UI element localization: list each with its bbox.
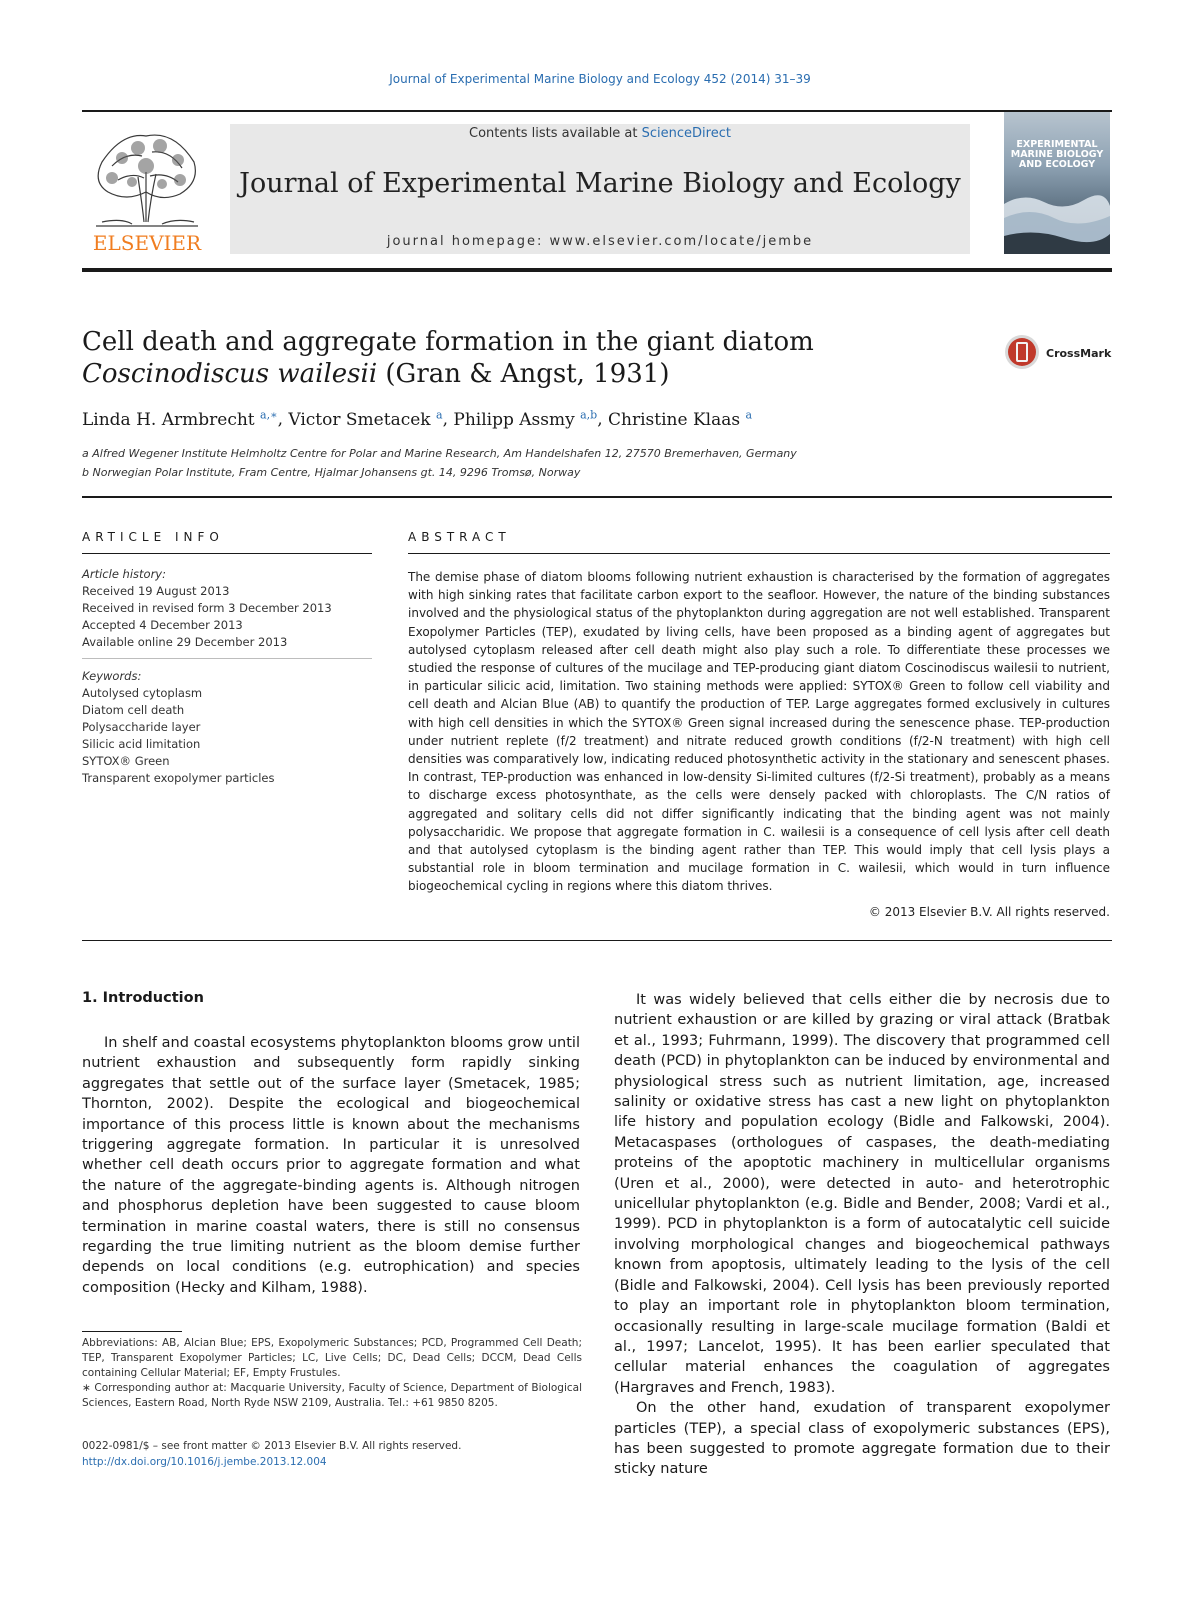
keywords [82,668,372,787]
article-info-rule [82,553,372,554]
affiliation-b: b Norwegian Polar Institute, Fram Centre, Hjalmar Johansens gt. 14, 9296 Tromsø, Norway [82,466,581,479]
title-line-2 [82,358,962,390]
intro-right-column [614,990,1110,1480]
running-head[interactable]: Journal of Experimental Marine Biology and Ecology 452 (2014) 31–39 [389,72,811,86]
affiliation-a: a Alfred Wegener Institute Helmholtz Centre for Polar and Marine Research, Am Handelshafen 12, 27570 Bremerhaven, Germany [82,447,797,460]
author[interactable]: Victor Smetacek $^a$ [288,408,443,430]
intro-right-paragraph-2: On the other hand, exudation of transparent exopolymer particles (TEP), a special class of exopolymeric substances (EPS), has been suggested to promote aggregate formation due to their sticky nature [614,1400,1110,1478]
corresponding-author-footnote: ∗ Corresponding author at: Macquarie University, Faculty of Science, Department of Biological Sciences, Eastern Road, North Ryde NSW 2109, Australia. Tel.: +61 9850 8205. [82,1382,582,1409]
history-item: Accepted 4 December 2013 [82,618,243,632]
crossmark-label: CrossMark [1046,347,1112,360]
abstract-body: The demise phase of diatom blooms following nutrient exhaustion is characterised by the formation of aggregates with high sinking rates that facilitate carbon export to the seafloor. However, the nature of the binding substances involved and the physiological status of the phytoplankton during aggregation are not well established. Transparent Exopolymer Particles (TEP), exudated by living cells, have been proposed as a binding agent of aggregates but autolysed cytoplasm released after cell death might also play such a role. To differentiate these processes we studied the response of cultures of the mucilage and TEP-producing giant diatom Coscinodiscus wailesii to nutrient, in particular silicic acid, limitation. Two staining methods were applied: SYTOX® Green to follow cell viability and cell death and Alcian Blue (AB) to quantify the production of TEP. Large aggregates formed exclusively in cultures with high cell densities in which the SYTOX® Green signal increased during the senescence phase. TEP-production under nutrient replete (f/2 treatment) and nitrate reduced growth conditions (f/2-N treatment) with high cell densities was comparatively low, indicating reduced photosynthetic activity in the stationary and senescent phases. In contrast, TEP-production was enhanced in low-density Si-limited cultures (f/2-Si treatment), probably as a means to discharge excess photosynthate, as the cells were densely packed with chloroplasts. The C/N ratios of aggregated and solitary cells did not differ significantly indicating that the binding agent was not mainly polysaccharidic. We propose that aggregate formation in C. wailesii is a consequence of cell lysis after cell death and that autolysed cytoplasm is the binding agent rather than TEP. This would imply that cell lysis plays a substantial role in bloom termination and mucilage formation in C. wailesii, which would in turn influence biogeochemical cycling in regions where this diatom thrives. [408,570,1110,894]
intro-right-paragraph-1: It was widely believed that cells either die by necrosis due to nutrient exhaustion or are killed by grazing or viral attack (Bratbak et al., 1993; Fuhrmann, 1999). The discovery that programmed cell death (PCD) in phytoplankton can be induced by environmental and physiological stress such as nutrient limitation, age, increased salinity or oxidative stress has cast a new light on phytoplankton life history and population ecology (Bidle and Falkowski, 2004). Metacaspases (orthologues of caspases, the death-mediating proteins of the apoptotic machinery in multicellular organisms (Uren et al., 2000), were detected in auto- and heterotrophic unicellular phytoplankton (e.g. Bidle and Bender, 2008; Vardi et al., 1999). PCD in phytoplankton is a form of autocatalytic cell suicide involving morphological changes and biogeochemical pathways known from apoptosis, ultimately leading to the lysis of the cell (Bidle and Falkowski, 2004). Cell lysis has been previously reported to play an important role in phytoplankton bloom termination, occasionally resulting in large-scale mucilage formation (Baldi et al., 1997; Lancelot, 1995). It has been earlier speculated that cellular material enhances the coagulation of aggregates (Hargraves and French, 1983). [614,992,1110,1396]
abstract-rule [408,553,1110,554]
authors-bottom-rule [82,496,1112,498]
keyword: Polysaccharide layer [82,720,201,734]
keyword: Transparent exopolymer particles [82,771,275,785]
keyword: Autolysed cytoplasm [82,686,203,700]
cover-title: EXPERIMENTAL MARINE BIOLOGY AND ECOLOGY [1010,139,1104,170]
author[interactable]: Christine Klaas $^a$ [608,408,753,430]
journal-homepage-link[interactable]: journal homepage: www.elsevier.com/locate/jembe [386,234,814,249]
section-heading-introduction: 1. Introduction [82,990,204,1006]
history-item: Received in revised form 3 December 2013 [82,601,332,615]
footnotes [82,1336,582,1411]
keyword: SYTOX® Green [82,754,170,768]
intro-left-paragraph: In shelf and coastal ecosystems phytoplankton blooms grow until nutrient exhaustion and subsequently form rapidly sinking aggregates that settle out of the surface layer (Smetacek, 1985; Thornton, 2002). Despite the ecological and biogeochemical importance of this process little is known about the mechanisms triggering aggregate formation. In particular it is unresolved whether cell death occurs prior to aggregate formation and what the nature of the aggregate-binding agents is. Although nitrogen and phosphorus depletion have been suggested to cause bloom termination in marine coastal waters, there is still no consensus regarding the true limiting nutrient as the bloom demise further depends on local conditions (e.g. eutrophication) and species composition (Hecky and Kilham, 1988). [82,1035,580,1296]
author-list: Linda H. Armbrecht $^{a,∗}$, Victor Smetacek $^a$, Philipp Assmy $^{a,b}$, Christine Klaas $^a$ [82,408,753,430]
crossmark-icon [1004,334,1044,374]
article-history [82,566,372,651]
article-title [82,326,962,390]
contents-prefix: Contents lists available at [469,126,642,141]
author[interactable]: Linda H. Armbrecht $^{a,∗}$ [82,408,278,430]
cover-waves-illustration [1004,184,1110,254]
title-authority: (Gran & Angst, 1931) [377,359,670,389]
title-line-1: Cell death and aggregate formation in the giant diatom [82,327,814,357]
contents-line [230,126,970,141]
abstract-bottom-rule [82,940,1112,941]
journal-cover-image[interactable] [1004,112,1110,254]
history-label: Article history: [82,567,166,581]
journal-title: Journal of Experimental Marine Biology and Ecology [239,168,961,199]
footnote-rule [82,1331,182,1332]
keywords-divider [82,658,372,659]
history-item: Received 19 August 2013 [82,584,230,598]
abstract-copyright: © 2013 Elsevier B.V. All rights reserved. [868,905,1110,919]
publisher-wordmark: ELSEVIER [92,231,202,254]
doi-link[interactable]: http://dx.doi.org/10.1016/j.jembe.2013.12.004 [82,1456,327,1468]
sciencedirect-link[interactable]: ScienceDirect [641,126,731,141]
keywords-label: Keywords: [82,669,142,683]
elsevier-logo [82,122,212,254]
masthead-bottom-rule [82,268,1112,272]
issn-line: 0022-0981/$ – see front matter © 2013 Elsevier B.V. All rights reserved. [82,1440,462,1452]
author[interactable]: Philipp Assmy $^{a,b}$ [453,408,598,430]
keyword: Silicic acid limitation [82,737,201,751]
history-item: Available online 29 December 2013 [82,635,288,649]
crossmark-badge[interactable] [1004,334,1122,374]
article-info-heading: ARTICLE INFO [82,530,224,544]
journal-masthead [230,124,970,254]
header-top-rule [82,110,1112,112]
abbreviations-footnote: Abbreviations: AB, Alcian Blue; EPS, Exopolymeric Substances; PCD, Programmed Cell Death; TEP, Transparent Exopolymer Particles; LC, Live Cells; DC, Dead Cells; DCCM, Dead Cells containing Cellular Material; EF, Empty Frustules. [82,1337,582,1379]
abstract-heading: ABSTRACT [408,530,511,544]
species-name: Coscinodiscus wailesii [82,359,378,389]
keyword: Diatom cell death [82,703,185,717]
